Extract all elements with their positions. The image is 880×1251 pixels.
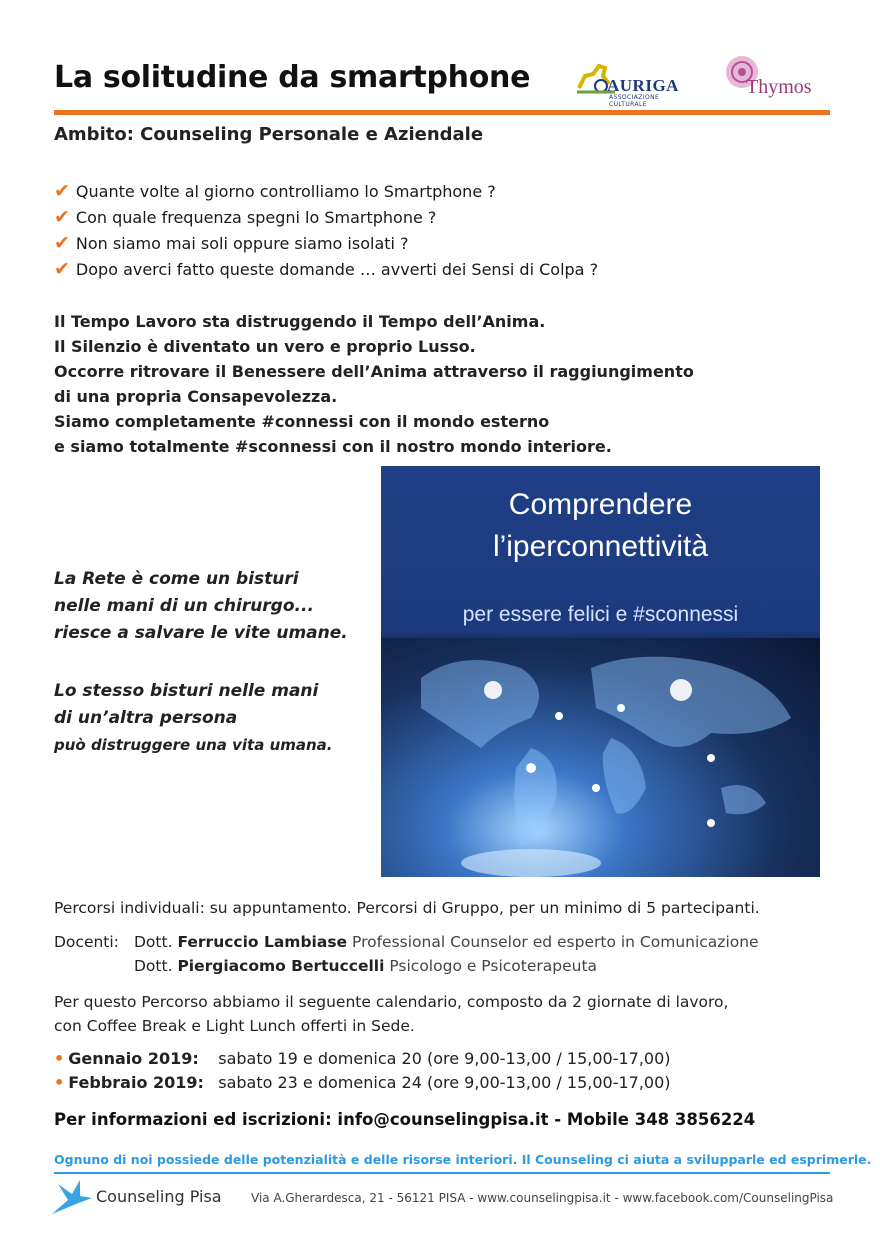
world-map-icon [381, 638, 820, 877]
auriga-sub: ASSOCIAZIONE CULTURALE [609, 94, 660, 108]
quote-part-2: Lo stesso bisturi nelle mani di un’altra persona può distruggere una vita umana. [54, 681, 333, 754]
thymos-logo [722, 52, 832, 102]
poster-subtitle: per essere felici e #sconnessi [462, 603, 739, 626]
teacher-row: Docenti: Dott. Ferruccio Lambiase Professional Counselor ed esperto in Comunicazione [54, 930, 759, 954]
date-row: • Febbraio 2019: sabato 23 e domenica 24 (ore 9,00-13,00 / 15,00-17,00) [54, 1073, 671, 1092]
bullet-icon: • [54, 1073, 65, 1092]
check-icon: ✔ [54, 258, 70, 280]
course-info: Percorsi individuali: su appuntamento. Percorsi di Gruppo, per un minimo di 5 partecipanti. [54, 899, 760, 917]
quote-part-1: La Rete è come un bisturi nelle mani di un chirurgo... riesce a salvare le vite umane. [54, 569, 348, 643]
auriga-name: AURIGA [607, 76, 679, 95]
bird-logo-icon [50, 1178, 94, 1218]
footer-divider [54, 1172, 830, 1174]
bullet-icon: • [54, 1049, 65, 1068]
world-map-glow [381, 638, 820, 877]
statement-line: Il Silenzio è diventato un vero e proprio Lusso. [54, 337, 476, 356]
page-title: La solitudine da smartphone [54, 60, 531, 95]
date-list [54, 1047, 671, 1095]
list-item: ✔ Con quale frequenza spegni lo Smartphone ? [54, 206, 437, 228]
teachers [54, 930, 759, 978]
date-row: • Gennaio 2019: sabato 19 e domenica 20 (ore 9,00-13,00 / 15,00-17,00) [54, 1049, 671, 1068]
teacher-name: Ferruccio Lambiase [177, 933, 348, 951]
footer-note: Ognuno di noi possiede delle potenzialità e delle risorse interiori. Il Counseling ci aiuta a svilupparle ed esprimerle. [54, 1152, 872, 1167]
calendar-text: Per questo Percorso abbiamo il seguente calendario, composto da 2 giornate di lavoro, con Coffee Break e Light Lunch offerti in Sede. [54, 993, 729, 1035]
teachers-label: Docenti: [54, 933, 119, 951]
brand-name: Counseling Pisa [96, 1187, 222, 1206]
contact-info: Per informazioni ed iscrizioni: info@counselingpisa.it - Mobile 348 3856224 [54, 1110, 756, 1129]
statement-line: Siamo completamente #connessi con il mondo esterno [54, 412, 550, 431]
thymos-name: Thymos [746, 76, 812, 98]
auriga-logo [575, 52, 699, 108]
statement-line: Occorre ritrovare il Benessere dell’Anima attraverso il raggiungimento [54, 362, 694, 381]
statement-line: e siamo totalmente #sconnessi con il nostro mondo interiore. [54, 437, 612, 456]
section-subtitle: Ambito: Counseling Personale e Aziendale [54, 124, 484, 145]
teacher-row: Dott. Piergiacomo Bertuccelli Psicologo e Psicoterapeuta [134, 957, 598, 975]
statement-line: di una propria Consapevolezza. [54, 387, 338, 406]
list-item: ✔ Non siamo mai soli oppure siamo isolati ? [54, 232, 409, 254]
footer-address: Via A.Gherardesca, 21 - 56121 PISA - www.counselingpisa.it - www.facebook.com/CounselingPisa [251, 1191, 834, 1205]
teacher-name: Piergiacomo Bertuccelli [177, 957, 385, 975]
statement-line: Il Tempo Lavoro sta distruggendo il Tempo dell’Anima. [54, 312, 546, 331]
poster-heading-line-1: Comprendere [508, 488, 693, 521]
list-item: ✔ Dopo averci fatto queste domande … avverti dei Sensi di Colpa ? [54, 258, 599, 280]
list-item: ✔ Quante volte al giorno controlliamo lo Smartphone ? [54, 180, 496, 202]
check-icon: ✔ [54, 206, 70, 228]
title-underline [54, 110, 830, 115]
poster-image [381, 466, 820, 877]
poster-heading-line-2: l’iperconnettività [492, 530, 709, 563]
check-icon: ✔ [54, 180, 70, 202]
question-list [54, 178, 598, 282]
statement-block [54, 309, 694, 459]
check-icon: ✔ [54, 232, 70, 254]
